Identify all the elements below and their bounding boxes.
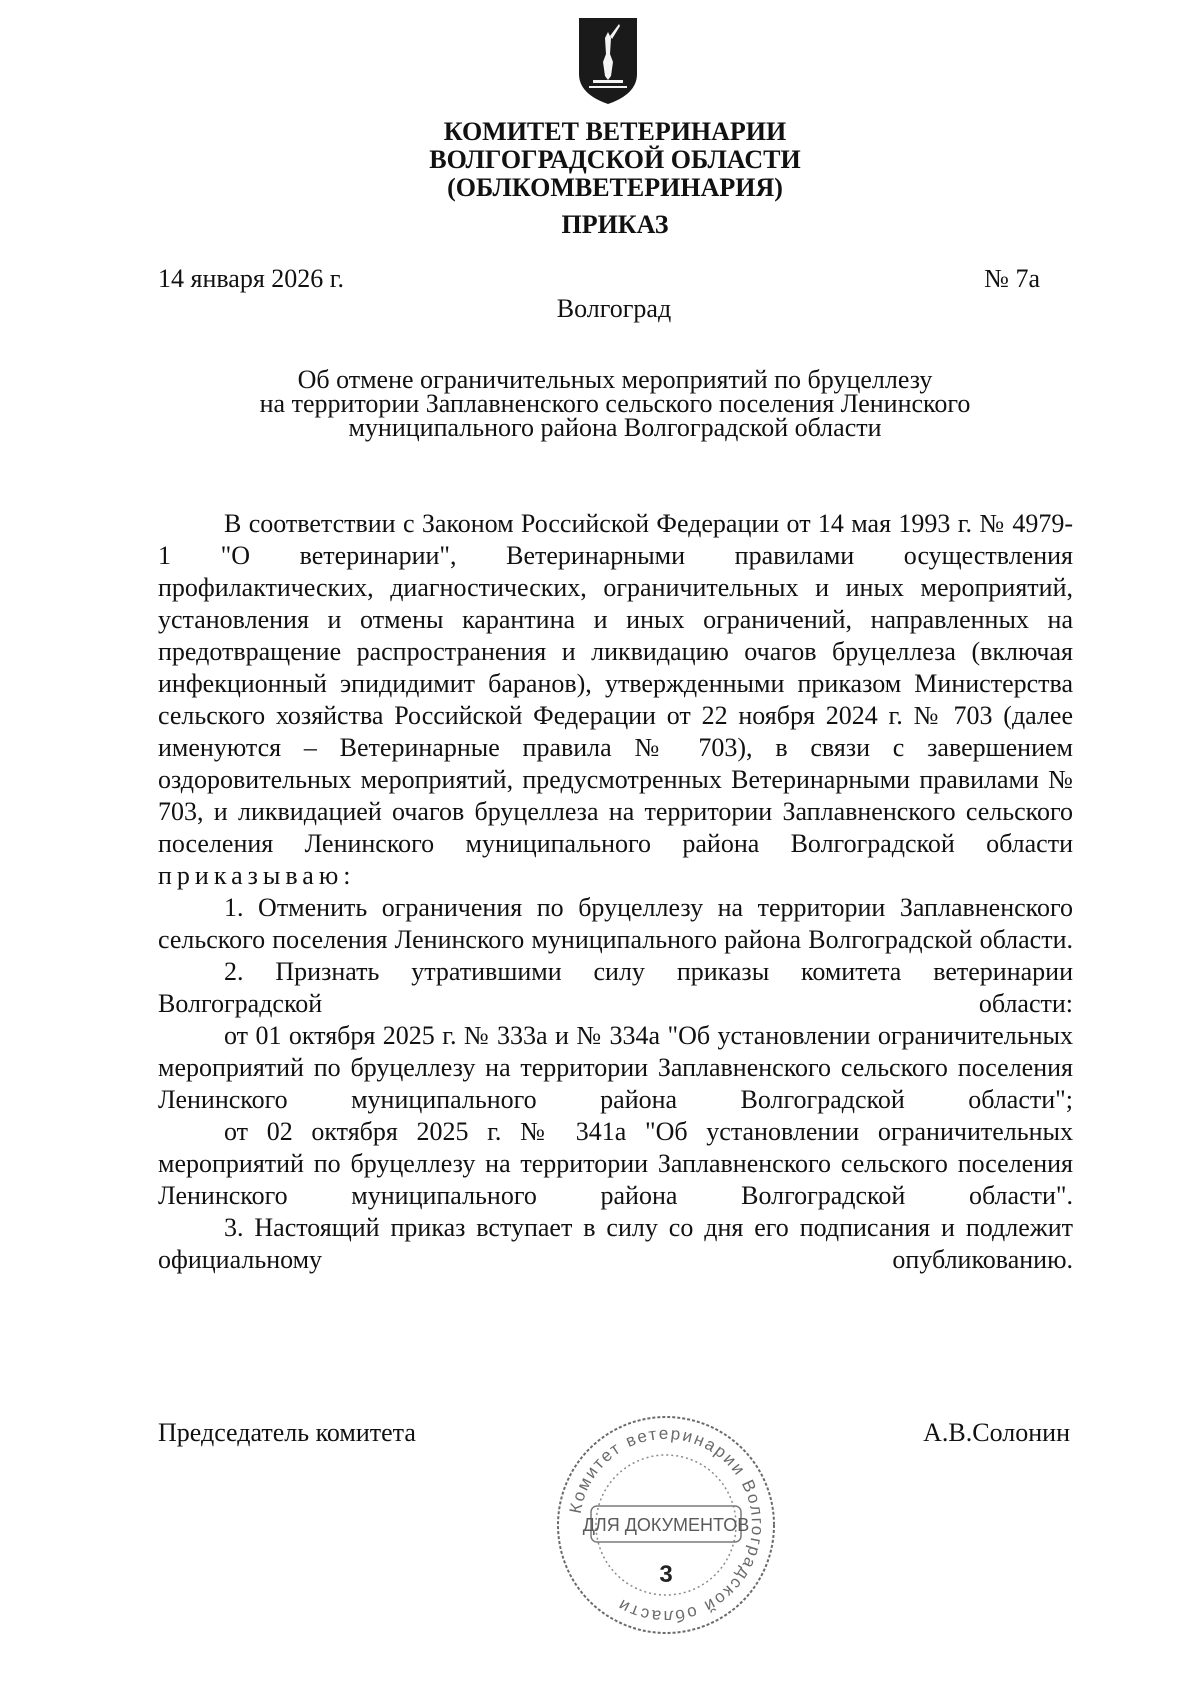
subject-line-1: Об отмене ограничительных мероприятий по бруцеллезу xyxy=(297,365,933,394)
document-city: Волгоград xyxy=(556,294,672,323)
org-line-2: ВОЛГОГРАДСКОЙ ОБЛАСТИ xyxy=(429,145,801,174)
official-seal-stamp xyxy=(551,1410,781,1640)
subject-line-3: муниципального района Волгоградской области xyxy=(348,413,882,442)
item-3-paragraph: 3. Настоящий приказ вступает в силу со дня его подписания и подлежит официальному опубликованию. xyxy=(158,1213,1073,1274)
coat-of-arms-icon xyxy=(575,14,641,106)
order-word: приказываю: xyxy=(158,861,356,890)
document-body xyxy=(158,508,1073,1276)
signatory-role: Председатель комитета xyxy=(158,1418,416,1447)
signatory-name: А.В.Солонин xyxy=(923,1418,1070,1447)
item-2-sub-1-paragraph: от 01 октября 2025 г. № 333а и № 334а "Об установлении ограничительных мероприятий по бруцеллезу на территории Заплавненского сельского поселения Ленинского муниципального района Волгоградской области"; xyxy=(158,1021,1073,1114)
item-1-paragraph: 1. Отменить ограничения по бруцеллезу на территории Заплавненского сельского поселения Ленинского муниципального района Волгоградской области. xyxy=(158,893,1073,954)
seal-ring-text: Комитет ветеринарии Волгоградской области xyxy=(565,1423,768,1627)
document-subject xyxy=(0,365,1200,442)
org-line-1: КОМИТЕТ ВЕТЕРИНАРИИ xyxy=(443,117,787,146)
item-2-paragraph: 2. Признать утратившими силу приказы комитета ветеринарии Волгоградской области: xyxy=(158,957,1073,1018)
document-date: 14 января 2026 г. xyxy=(158,264,345,293)
document-type: ПРИКАЗ xyxy=(561,210,669,239)
org-line-3: (ОБЛКОМВЕТЕРИНАРИЯ) xyxy=(447,173,783,202)
item-2-sub-2-paragraph: от 02 октября 2025 г. № 341а "Об установлении ограничительных мероприятий по бруцеллезу на территории Заплавненского сельского поселения Ленинского муниципального района Волгоградской области". xyxy=(158,1117,1073,1210)
preamble-paragraph: В соответствии с Законом Российской Федерации от 14 мая 1993 г. № 4979-1 "О ветеринарии", Ветеринарными правилами осуществления профилактических, диагностических, ограничительных и иных мероприятий, установления и отмены карантина и иных ограничений, направленных на предотвращение распространения и ликвидацию очагов бруцеллеза (включая инфекционный эпидидимит баранов), утвержденными приказом Министерства сельского хозяйства Российской Федерации от 22 ноября 2024 г. № 703 (далее именуются – Ветеринарные правила № 703), в связи с завершением оздоровительных мероприятий, предусмотренных Ветеринарными правилами № 703, и ликвидацией очагов бруцеллеза на территории Заплавненского сельского поселения Ленинского муниципального района Волгоградской области xyxy=(158,509,1073,858)
organization-name xyxy=(0,118,1200,202)
seal-number: 3 xyxy=(659,1561,673,1588)
seal-center-text: ДЛЯ ДОКУМЕНТОВ xyxy=(582,1515,750,1535)
subject-line-2: на территории Заплавненского сельского поселения Ленинского xyxy=(259,389,971,418)
document-number: № 7а xyxy=(984,264,1040,293)
